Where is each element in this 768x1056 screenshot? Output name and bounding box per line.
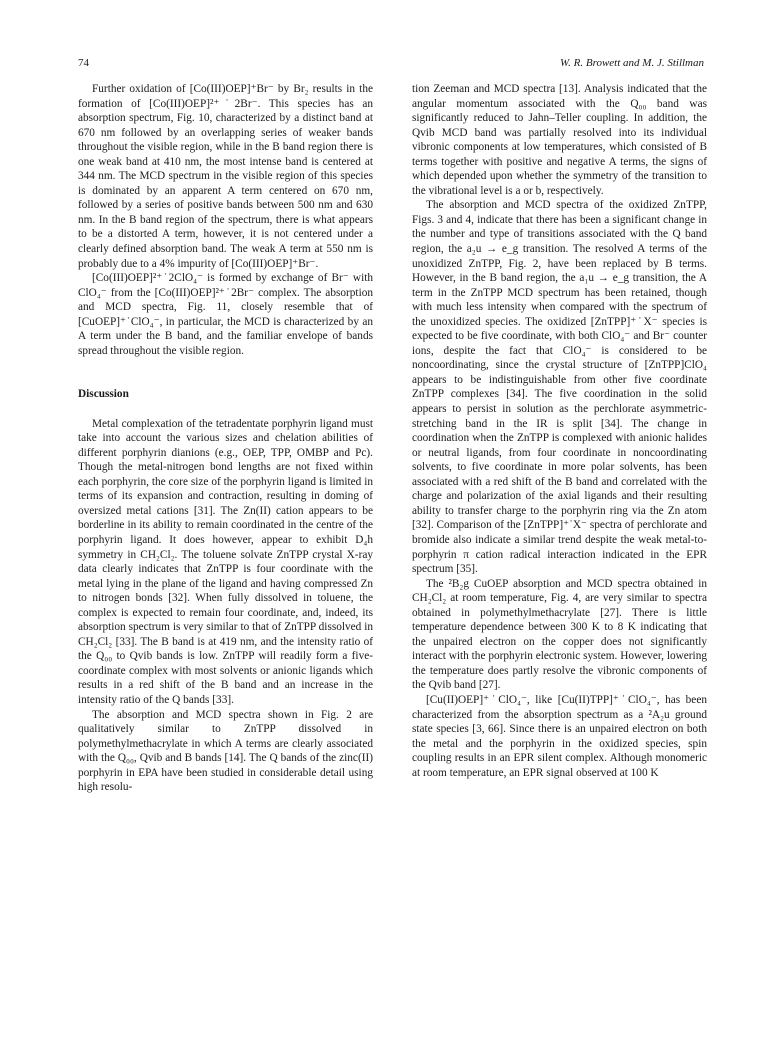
paragraph-cuOEP-spectra: The ²B₂g CuOEP absorption and MCD spectra obtained in CH₂Cl₂ at room temperature, Fig. 4, are very similar to spectra obtained in polymethylmethacrylate [27]. There is little temperature dependence between 300 K to 8 K indicating that the unpaired electron on the copper does not significantly interact with the porphyrin electronic system. However, lowering the temperature does partly resolve the vibronic components of the Qvib band [27]. bbox=[412, 577, 707, 692]
left-column bbox=[78, 82, 373, 795]
section-heading-discussion: Discussion bbox=[78, 388, 129, 401]
section-spacer bbox=[78, 358, 373, 373]
paragraph-znTPP-spectra: The absorption and MCD spectra shown in Fig. 2 are qualitatively similar to ZnTPP dissolved in polymethylmethacrylate in which A terms are clearly associated with the Q₀₀, Qvib and B bands [14]. The Q bands of the zinc(II) porphyrin in EPA have been studied in considerable detail using high resolu- bbox=[78, 708, 373, 794]
paragraph-zeeman-continued: tion Zeeman and MCD spectra [13]. Analysis indicated that the angular momentum associated with the Q₀₀ band was significantly reduced to Jahn–Teller coupling. In addition, the Qvib MCD band was partially resolved into its individual vibronic components at low temperatures, which consisted of B terms together with positive and negative A terms, the signs of which depended upon whether the symmetry of the transition to the vibrational level is a or b, respectively. bbox=[412, 83, 707, 197]
right-column bbox=[412, 82, 707, 780]
section-spacer bbox=[78, 402, 373, 417]
paragraph-oxidized-znTPP: The absorption and MCD spectra of the oxidized ZnTPP, Figs. 3 and 4, indicate that there has been a significant change in the number and type of transitions associated with the Q band region, the a₂u → e_g transition. The resolved A terms of the unoxidized ZnTPP, Fig. 2, have been replaced by B terms. However, in the B band region, the a₁u → e_g transition, the A term in the ZnTPP MCD spectrum has been retained, though with much less intensity when compared with the spectrum of the unoxidized species. The oxidized [ZnTPP]⁺˙X⁻ species is expected to be five coordinate, with both ClO₄⁻ and Br⁻ counter ions, despite the fact that ClO₄⁻ is considered to be noncoordinating, since the crystal structure of [ZnTPP]ClO₄ appears to be indistinguishable from other five coordinate ZnTPP complexes [34]. The five coordination in the solid appears to persist in solution as the perchlorate asymmetric-stretching band in the IR is split [34]. The change in coordination when the ZnTPP is complexed with anionic halides or neutral ligands, from four coordinate in noncoordinating solvents, to five coordinate in more polar solvents, has been associated with a red shift of the B band and correlated with the charge and polarization of the axial ligands and their resulting ability to transfer charge to the porphyrin ring via the Zn atom [32]. Comparison of the [ZnTPP]⁺˙X⁻ spectra of perchlorate and bromide also indicate a similar trend despite the weak metal-to-porphyrin π cation radical interaction indicated in the EPR spectrum [35]. bbox=[412, 199, 707, 576]
paragraph-metal-complexation: Metal complexation of the tetradentate porphyrin ligand must take into account the various sizes and chelation abilities of different porphyrin dianions (e.g., OEP, TPP, OMBP and Pc). Though the metal-nitrogen bond lengths are not fixed within each porphyrin, the core size of the porphyrin ligand is limited in terms of its expansion and contraction, resulting in doming of oversized metal cations [31]. The Zn(II) cation appears to be borderline in its ability to remain coordinated in the centre of the porphyrin ligand. It does however, appear to exhibit D₄h symmetry in CH₂Cl₂. The toluene solvate ZnTPP crystal X-ray data clearly indicates that ZnTPP is four coordinate with the metal lying in the plane of the ligand and having compressed Zn to nitrogen bonds [32]. When fully dissolved in toluene, the complex is expected to remain four coordinate, and, indeed, its absorption spectrum is very similar to that of ZnTPP dissolved in CH₂Cl₂ [33]. The B band is at 419 nm, and the intensity ratio of the Q₀₀ to Qvib bands is low. ZnTPP will readily form a five-coordinate complex with most solvents or anionic ligands which results in a red shift of the B band and an increase in the intensity ratio of the Q bands [33]. bbox=[78, 417, 373, 706]
page-number: 74 bbox=[78, 57, 89, 69]
paragraph-co-oxidation: Further oxidation of [Co(III)OEP]⁺Br⁻ by Br₂ results in the formation of [Co(III)OEP]²⁺˙2Br⁻. This species has an absorption spectrum, Fig. 10, characterized by a distinct band at 670 nm followed by an overlapping series of weaker bands throughout the visible region, while in the B band region there is one weak band at 410 nm, the most intense band is centered at 344 nm. The MCD spectrum in the visible region of this species is dominated by an apparent A term centered on 670 nm, followed by a series of positive bands between 500 nm and 630 nm. In the B band region of the spectrum, there is what appears to be a distorted A term, however, it is not centered under a clearly defined absorption band. The weak A term at 550 nm is probably due to a 4% impurity of [Co(III)OEP]⁺Br⁻. bbox=[78, 83, 373, 270]
running-head-authors: W. R. Browett and M. J. Stillman bbox=[559, 57, 704, 69]
section-spacer bbox=[78, 373, 373, 388]
page-header bbox=[78, 56, 704, 70]
paragraph-cu-oxidized: [Cu(II)OEP]⁺˙ClO₄⁻, like [Cu(II)TPP]⁺˙ClO₄⁻, has been characterized from the absorption spectrum as a ²A₂u ground state species [3, 66]. Since there is an unpaired electron on both the metal and the porphyrin in the oxidized species, spin coupling results in an EPR silent complex. Although monomeric at room temperature, an EPR signal observed at 100 K bbox=[412, 693, 707, 779]
paragraph-co-perchlorate: [Co(III)OEP]²⁺˙2ClO₄⁻ is formed by exchange of Br⁻ with ClO₄⁻ from the [Co(III)OEP]²⁺˙2Br⁻ complex. The absorption and MCD spectra, Fig. 11, closely resemble that of [CuOEP]⁺˙ClO₄⁻, in particular, the MCD is characterized by an A term under the B band, and the familiar envelope of bands spread throughout the visible region. bbox=[78, 272, 373, 357]
